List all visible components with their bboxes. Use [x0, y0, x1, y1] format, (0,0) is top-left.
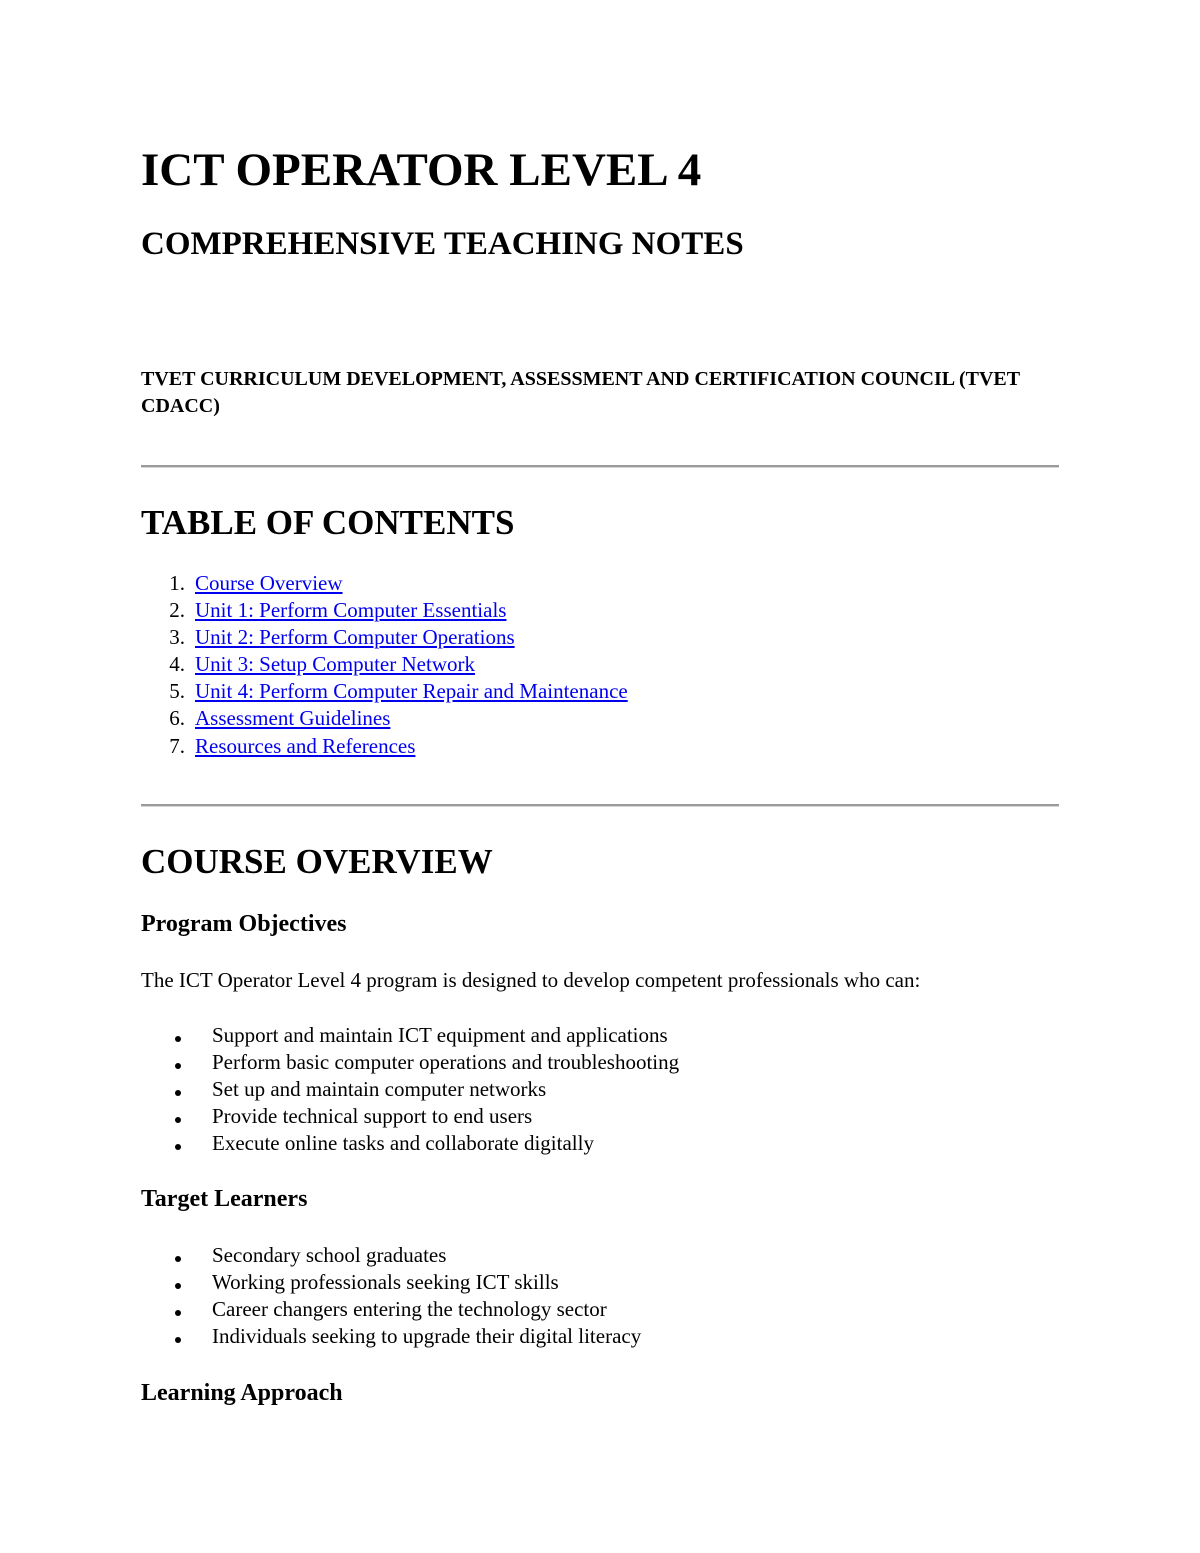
section-divider [141, 804, 1059, 807]
list-item [141, 1076, 679, 1103]
toc-item-number: 5. [169, 679, 185, 704]
list-item-text: Support and maintain ICT equipment and applications [212, 1023, 668, 1047]
toc-link-assessment-guidelines[interactable]: Assessment Guidelines [195, 706, 391, 731]
list-item-text: Execute online tasks and collaborate digitally [212, 1131, 594, 1156]
list-item-text: Working professionals seeking ICT skills [212, 1270, 559, 1295]
document-subtitle: COMPREHENSIVE TEACHING NOTES [141, 226, 744, 262]
toc-item-number: 4. [169, 652, 185, 677]
list-item [141, 1103, 679, 1130]
toc-item [141, 624, 628, 651]
list-item-text: Individuals seeking to upgrade their digital literacy [212, 1324, 642, 1349]
toc-item-number: 3. [169, 625, 185, 650]
section-divider [141, 465, 1059, 468]
course-overview-heading: COURSE OVERVIEW [141, 842, 493, 881]
objectives-list [141, 1022, 679, 1157]
list-item-text: Set up and maintain computer networks [212, 1077, 547, 1102]
list-item-text: Secondary school graduates [212, 1243, 447, 1267]
toc-link-unit-2[interactable]: Unit 2: Perform Computer Operations [195, 625, 515, 650]
program-objectives-heading: Program Objectives [141, 911, 347, 937]
toc-item-number: 6. [169, 706, 185, 731]
list-item [141, 1296, 641, 1323]
list-item-text: Perform basic computer operations and troubleshooting [212, 1050, 680, 1075]
target-learners-heading: Target Learners [141, 1186, 308, 1212]
list-item [141, 1022, 679, 1049]
toc-heading: TABLE OF CONTENTS [141, 503, 515, 542]
toc-item [141, 733, 628, 760]
table-of-contents [141, 570, 628, 760]
list-item-text: Career changers entering the technology sector [212, 1297, 607, 1322]
toc-link-unit-1[interactable]: Unit 1: Perform Computer Essentials [195, 598, 507, 623]
list-item [141, 1242, 641, 1269]
toc-item [141, 651, 628, 678]
toc-link-course-overview[interactable]: Course Overview [195, 571, 343, 595]
toc-item-number: 7. [169, 733, 185, 758]
list-item [141, 1130, 679, 1157]
toc-item [141, 705, 628, 732]
toc-item-number: 2. [169, 598, 185, 623]
list-item [141, 1049, 679, 1076]
toc-link-resources-references[interactable]: Resources and References [195, 733, 416, 758]
list-item-text: Provide technical support to end users [212, 1104, 533, 1129]
toc-item [141, 678, 628, 705]
toc-item [141, 597, 628, 624]
toc-item [141, 570, 628, 597]
document-title: ICT OPERATOR LEVEL 4 [141, 144, 702, 196]
organization-name: TVET CURRICULUM DEVELOPMENT, ASSESSMENT AND CERTIFICATION COUNCIL (TVET CDACC) [141, 368, 1020, 417]
objectives-intro: The ICT Operator Level 4 program is designed to develop competent professionals who can: [141, 968, 921, 992]
list-item [141, 1323, 641, 1350]
toc-item-number: 1. [169, 571, 185, 595]
toc-link-unit-3[interactable]: Unit 3: Setup Computer Network [195, 652, 475, 677]
learners-list [141, 1242, 641, 1350]
toc-link-unit-4[interactable]: Unit 4: Perform Computer Repair and Maintenance [195, 679, 628, 704]
learning-approach-heading: Learning Approach [141, 1380, 343, 1406]
list-item [141, 1269, 641, 1296]
